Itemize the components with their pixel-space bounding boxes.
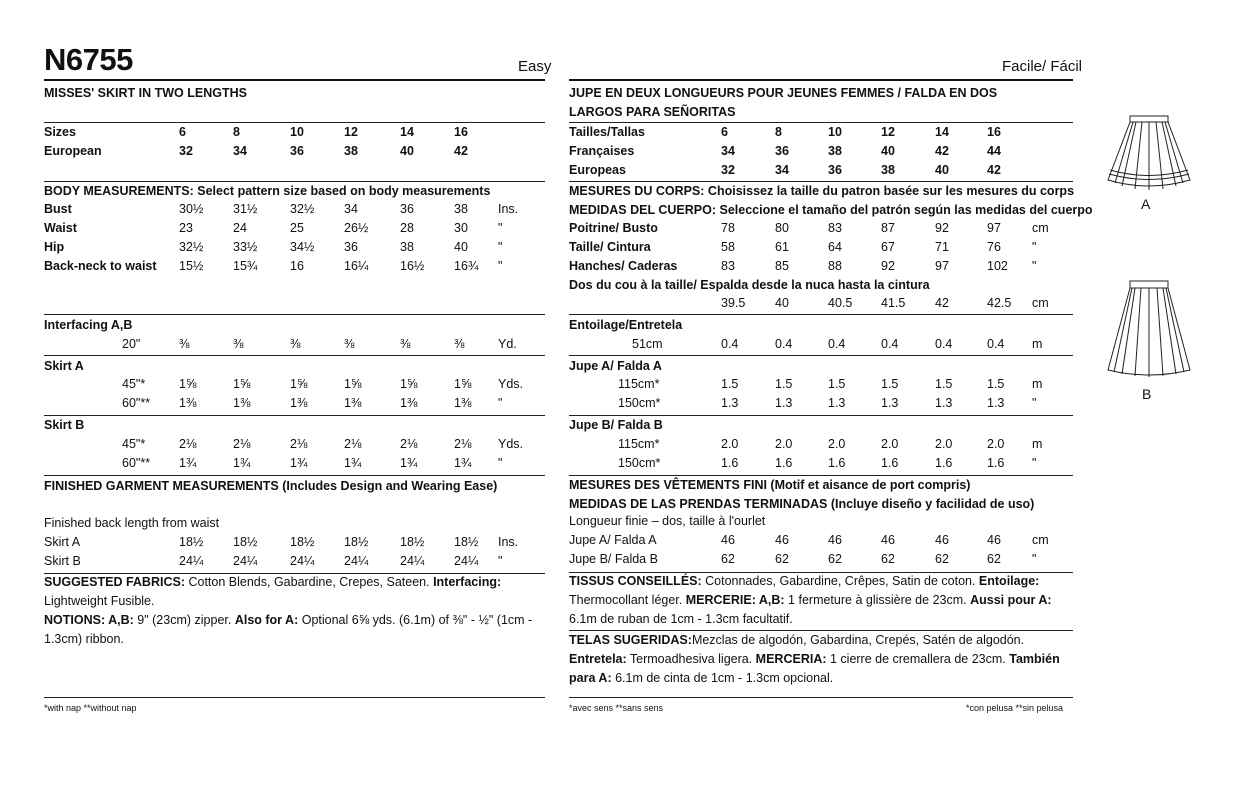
medidas-heading: MEDIDAS DEL CUERPO: xyxy=(569,203,717,217)
rule xyxy=(44,355,545,356)
value-cell: 23 xyxy=(179,221,193,235)
skirt-b-label: Skirt B xyxy=(44,418,85,432)
unit-cell: " xyxy=(498,554,503,568)
value-cell: 2.0 xyxy=(775,437,793,451)
tissus-bold4: Aussi pour A: xyxy=(970,593,1052,607)
value-cell: 12 xyxy=(344,125,358,139)
value-cell: 1¾ xyxy=(179,456,197,470)
value-cell: 1.3 xyxy=(828,396,846,410)
value-cell: 42 xyxy=(987,163,1001,177)
telas-bold2: Entretela: xyxy=(569,652,627,666)
value-cell: 38 xyxy=(454,202,468,216)
notions-bold2: Also for A: xyxy=(234,613,299,627)
value-cell: 34½ xyxy=(290,240,315,254)
skirt-a-illustration xyxy=(1104,112,1194,196)
value-cell: 18½ xyxy=(344,535,369,549)
value-cell: 34 xyxy=(344,202,358,216)
tissus-text: Cotonnades, Gabardine, Crêpes, Satin de coton. xyxy=(701,574,979,588)
rule xyxy=(44,415,545,416)
value-cell: 46 xyxy=(881,533,895,547)
value-cell: 32½ xyxy=(290,202,315,216)
unit-cell: " xyxy=(498,456,503,470)
unit-cell: " xyxy=(498,240,503,254)
width-cell: 150cm* xyxy=(618,456,661,470)
value-cell: 10 xyxy=(828,125,842,139)
value-cell: 38 xyxy=(828,144,842,158)
width-cell: 45"* xyxy=(122,437,146,451)
value-cell: 2⅛ xyxy=(400,437,418,451)
value-cell: 1⅜ xyxy=(344,396,362,410)
pattern-number: N6755 xyxy=(44,42,133,77)
notions xyxy=(44,611,544,649)
value-cell: 24¼ xyxy=(400,554,425,568)
value-cell: 67 xyxy=(881,240,895,254)
english-title: MISSES' SKIRT IN TWO LENGTHS xyxy=(44,86,247,100)
body-row-label: Bust xyxy=(44,202,72,216)
interfacing-label: Interfacing A,B xyxy=(44,318,133,332)
value-cell: 34 xyxy=(233,144,247,158)
value-cell: 12 xyxy=(881,125,895,139)
value-cell: 18½ xyxy=(233,535,258,549)
value-cell: 0.4 xyxy=(775,337,793,351)
value-cell: 6 xyxy=(721,125,728,139)
value-cell: 1.3 xyxy=(987,396,1005,410)
unit-cell: Yds. xyxy=(498,377,524,391)
width-cell: 45"* xyxy=(122,377,146,391)
value-cell: 15½ xyxy=(179,259,204,273)
value-cell: 24¼ xyxy=(290,554,315,568)
value-cell: 1⅝ xyxy=(400,377,418,391)
value-cell: 1.6 xyxy=(775,456,793,470)
value-cell: 1.3 xyxy=(881,396,899,410)
notions-bold: NOTIONS: A,B: xyxy=(44,613,134,627)
fabrics-bold: SUGGESTED FABRICS: xyxy=(44,575,185,589)
value-cell: 28 xyxy=(400,221,414,235)
value-cell: 97 xyxy=(987,221,1001,235)
value-cell: 18½ xyxy=(400,535,425,549)
value-cell: 30½ xyxy=(179,202,204,216)
europeas-label: Europeas xyxy=(569,163,626,177)
body-row-label: Back-neck to waist xyxy=(44,259,157,273)
value-cell: 18½ xyxy=(290,535,315,549)
value-cell: 85 xyxy=(775,259,789,273)
value-cell: 1⅝ xyxy=(454,377,472,391)
value-cell: 38 xyxy=(881,163,895,177)
value-cell: 64 xyxy=(828,240,842,254)
value-cell: 36 xyxy=(775,144,789,158)
medidas-del-cuerpo xyxy=(569,201,1093,220)
value-cell: 1.6 xyxy=(987,456,1005,470)
footnote-fr: *avec sens **sans sens xyxy=(569,703,664,713)
value-cell: 2⅛ xyxy=(344,437,362,451)
telas-text2: Termoadhesiva ligera. xyxy=(626,652,756,666)
mesures-du-corps xyxy=(569,182,1074,201)
value-cell: 0.4 xyxy=(721,337,739,351)
value-cell: 16 xyxy=(987,125,1001,139)
value-cell: 2.0 xyxy=(828,437,846,451)
mesures-note: Choisissez la taille du patron basée sur les mesures du corps xyxy=(707,184,1075,198)
value-cell: 62 xyxy=(721,552,735,566)
value-cell: 1.6 xyxy=(828,456,846,470)
value-cell: 2⅛ xyxy=(179,437,197,451)
finished-row-label: Jupe A/ Falda A xyxy=(569,533,657,547)
tissus-text4: 6.1m de ruban de 1cm - 1.3cm facultatif. xyxy=(569,612,793,626)
value-cell: 36 xyxy=(400,202,414,216)
value-cell: 1.3 xyxy=(775,396,793,410)
value-cell: 78 xyxy=(721,221,735,235)
value-cell: 1⅜ xyxy=(290,396,308,410)
body-measurements xyxy=(44,182,490,201)
value-cell: 40 xyxy=(400,144,414,158)
value-cell: 40 xyxy=(454,240,468,254)
value-cell: 24¼ xyxy=(233,554,258,568)
value-cell: 30 xyxy=(454,221,468,235)
value-cell: 36 xyxy=(828,163,842,177)
value-cell: ⅜ xyxy=(400,337,411,351)
value-cell: 14 xyxy=(400,125,414,139)
body-measurements-note: Select pattern size based on body measurements xyxy=(197,184,491,198)
finished-row-label: Skirt B xyxy=(44,554,81,568)
tissus-text3: 1 fermeture à glissière de 23cm. xyxy=(784,593,971,607)
rule xyxy=(569,697,1073,698)
value-cell: 1⅜ xyxy=(400,396,418,410)
unit-cell: " xyxy=(1032,396,1037,410)
footnote-es: *con pelusa **sin pelusa xyxy=(966,703,1064,713)
unit-cell: " xyxy=(1032,456,1037,470)
entoilage-label: Entoilage/Entretela xyxy=(569,318,683,332)
value-cell: 31½ xyxy=(233,202,258,216)
value-cell: 8 xyxy=(775,125,782,139)
difficulty-en: Easy xyxy=(518,58,552,75)
fabrics-bold2: Interfacing: xyxy=(433,575,502,589)
value-cell: 40.5 xyxy=(828,296,853,310)
value-cell: 25 xyxy=(290,221,304,235)
value-cell: 92 xyxy=(935,221,949,235)
rule xyxy=(44,314,545,315)
value-cell: 34 xyxy=(775,163,789,177)
finished-es: MEDIDAS DE LAS PRENDAS TERMINADAS (Incluye diseño y facilidad de uso) xyxy=(569,497,1035,511)
mesures-heading: MESURES DU CORPS: xyxy=(569,184,705,198)
value-cell: 0.4 xyxy=(828,337,846,351)
francaises-label: Françaises xyxy=(569,144,635,158)
telas-sugeridas xyxy=(569,631,1069,688)
fr-title: JUPE EN DEUX LONGUEURS POUR JEUNES FEMMES / FALDA EN DOS LARGOS PARA SEÑORITAS xyxy=(569,86,998,119)
value-cell: 1⅝ xyxy=(344,377,362,391)
value-cell: 18½ xyxy=(454,535,479,549)
telas-bold4: También para A: xyxy=(569,652,1060,685)
value-cell: 24¼ xyxy=(344,554,369,568)
value-cell: 16½ xyxy=(400,259,425,273)
value-cell: 0.4 xyxy=(881,337,899,351)
body-row-label: Poitrine/ Busto xyxy=(569,221,658,235)
value-cell: 1.3 xyxy=(935,396,953,410)
unit-cell: " xyxy=(1032,240,1037,254)
sizes-label: Sizes xyxy=(44,125,76,139)
value-cell: 16¾ xyxy=(454,259,479,273)
unit-cell: cm xyxy=(1032,221,1049,235)
finished-row-label: Skirt A xyxy=(44,535,81,549)
value-cell: 42 xyxy=(454,144,468,158)
value-cell: 36 xyxy=(290,144,304,158)
value-cell: 39.5 xyxy=(721,296,746,310)
dos-label: Dos du cou à la taille/ Espalda desde la nuca hasta la cintura xyxy=(569,278,930,292)
finished-sub: Finished back length from waist xyxy=(44,516,220,530)
value-cell: 71 xyxy=(935,240,949,254)
value-cell: 46 xyxy=(935,533,949,547)
value-cell: 1.6 xyxy=(935,456,953,470)
unit-cell: Ins. xyxy=(498,535,519,549)
body-row-label: Hanches/ Caderas xyxy=(569,259,678,273)
value-cell: 46 xyxy=(828,533,842,547)
value-cell: 40 xyxy=(935,163,949,177)
value-cell: 62 xyxy=(935,552,949,566)
unit-cell: m xyxy=(1032,337,1043,351)
body-row-label: Waist xyxy=(44,221,77,235)
value-cell: 32 xyxy=(721,163,735,177)
width-cell: 51cm xyxy=(632,337,663,351)
unit-cell: Yds. xyxy=(498,437,524,451)
view-a-label: A xyxy=(1141,196,1151,212)
value-cell: 42.5 xyxy=(987,296,1012,310)
unit-cell: Ins. xyxy=(498,202,519,216)
width-cell: 115cm* xyxy=(618,377,660,391)
body-measurements-heading: BODY MEASUREMENTS: xyxy=(44,184,194,198)
value-cell: 97 xyxy=(935,259,949,273)
width-cell: 20" xyxy=(122,337,141,351)
value-cell: 8 xyxy=(233,125,240,139)
value-cell: 2.0 xyxy=(881,437,899,451)
value-cell: 1⅜ xyxy=(454,396,472,410)
medidas-note: Seleccione el tamaño del patrón según las medidas del cuerpo xyxy=(719,203,1093,217)
unit-cell: " xyxy=(1032,552,1037,566)
notions-text: 9" (23cm) zipper. xyxy=(133,613,235,627)
width-cell: 150cm* xyxy=(618,396,661,410)
value-cell: 42 xyxy=(935,296,949,310)
value-cell: 16 xyxy=(454,125,468,139)
value-cell: 1.3 xyxy=(721,396,739,410)
notions-text2: Optional 6⅝ yds. (6.1m) of ⅜" - ½" (1cm - 1.3cm) ribbon. xyxy=(44,613,533,646)
value-cell: 62 xyxy=(828,552,842,566)
unit-cell: Yd. xyxy=(498,337,517,351)
unit-cell: cm xyxy=(1032,296,1049,310)
value-cell: 80 xyxy=(775,221,789,235)
header-rule-left xyxy=(44,79,545,81)
value-cell: 0.4 xyxy=(935,337,953,351)
width-cell: 115cm* xyxy=(618,437,660,451)
value-cell: 83 xyxy=(721,259,735,273)
fr-sizes-label: Tailles/Tallas xyxy=(569,125,645,139)
value-cell: 1⅝ xyxy=(290,377,308,391)
rule xyxy=(44,475,545,476)
value-cell: 62 xyxy=(987,552,1001,566)
value-cell: 2.0 xyxy=(987,437,1005,451)
finished-heading: FINISHED GARMENT MEASUREMENTS (Includes Design and Wearing Ease) xyxy=(44,479,498,493)
tissus-bold2: Entoilage: xyxy=(978,574,1040,588)
footnote-en: *with nap **without nap xyxy=(44,703,137,713)
unit-cell: " xyxy=(1032,259,1037,273)
width-cell: 60"** xyxy=(122,456,151,470)
value-cell: 2⅛ xyxy=(454,437,472,451)
telas-bold3: MERCERIA: xyxy=(755,652,827,666)
value-cell: 76 xyxy=(987,240,1001,254)
finished-row-label: Jupe B/ Falda B xyxy=(569,552,658,566)
value-cell: 6 xyxy=(179,125,186,139)
value-cell: 40 xyxy=(881,144,895,158)
value-cell: 42 xyxy=(935,144,949,158)
value-cell: 1.5 xyxy=(935,377,953,391)
value-cell: ⅜ xyxy=(179,337,190,351)
value-cell: 18½ xyxy=(179,535,204,549)
value-cell: 46 xyxy=(721,533,735,547)
value-cell: 24 xyxy=(233,221,247,235)
value-cell: 1¾ xyxy=(454,456,472,470)
value-cell: ⅜ xyxy=(290,337,301,351)
unit-cell: cm xyxy=(1032,533,1049,547)
value-cell: 1¾ xyxy=(400,456,418,470)
difficulty-fr-es: Facile/ Fácil xyxy=(1002,58,1083,75)
european-label: European xyxy=(44,144,102,158)
telas-text3: 1 cierre de cremallera de 23cm. xyxy=(826,652,1010,666)
value-cell: 1⅝ xyxy=(179,377,197,391)
value-cell: 102 xyxy=(987,259,1008,273)
unit-cell: " xyxy=(498,259,503,273)
value-cell: 2⅛ xyxy=(233,437,251,451)
fabrics-text2: Lightweight Fusible. xyxy=(44,594,155,608)
rule xyxy=(569,355,1073,356)
value-cell: 32 xyxy=(179,144,193,158)
value-cell: ⅜ xyxy=(233,337,244,351)
telas-text: Mezclas de algodón, Gabardina, Crepés, Satén de algodón. xyxy=(691,633,1025,647)
value-cell: 61 xyxy=(775,240,789,254)
jupe-b-label: Jupe B/ Falda B xyxy=(569,418,663,432)
value-cell: 38 xyxy=(344,144,358,158)
value-cell: 62 xyxy=(881,552,895,566)
value-cell: 14 xyxy=(935,125,949,139)
value-cell: 24¼ xyxy=(179,554,204,568)
value-cell: 92 xyxy=(881,259,895,273)
body-row-label: Taille/ Cintura xyxy=(569,240,651,254)
skirt-a-label: Skirt A xyxy=(44,359,84,373)
telas-bold: TELAS SUGERIDAS: xyxy=(569,633,692,647)
unit-cell: m xyxy=(1032,377,1043,391)
value-cell: ⅜ xyxy=(454,337,465,351)
value-cell: 38 xyxy=(400,240,414,254)
value-cell: 1.6 xyxy=(881,456,899,470)
value-cell: 16¼ xyxy=(344,259,369,273)
width-cell: 60"** xyxy=(122,396,151,410)
value-cell: 1.5 xyxy=(881,377,899,391)
value-cell: 15¾ xyxy=(233,259,258,273)
value-cell: 0.4 xyxy=(987,337,1005,351)
value-cell: 2.0 xyxy=(721,437,739,451)
value-cell: 1.5 xyxy=(721,377,739,391)
fabrics-text: Cotton Blends, Gabardine, Crepes, Sateen. xyxy=(185,575,434,589)
view-b-label: B xyxy=(1142,386,1152,402)
value-cell: 26½ xyxy=(344,221,369,235)
value-cell: 10 xyxy=(290,125,304,139)
suggested-fabrics xyxy=(44,573,544,611)
value-cell: 46 xyxy=(775,533,789,547)
value-cell: 1⅜ xyxy=(179,396,197,410)
value-cell: 88 xyxy=(828,259,842,273)
value-cell: 83 xyxy=(828,221,842,235)
unit-cell: " xyxy=(498,221,503,235)
rule xyxy=(44,697,545,698)
rule xyxy=(569,314,1073,315)
value-cell: 1.5 xyxy=(828,377,846,391)
value-cell: 87 xyxy=(881,221,895,235)
value-cell: 46 xyxy=(987,533,1001,547)
finished-sub-fr: Longueur finie – dos, taille à l'ourlet xyxy=(569,514,766,528)
value-cell: 1.6 xyxy=(721,456,739,470)
body-row-label: Hip xyxy=(44,240,65,254)
value-cell: 44 xyxy=(987,144,1001,158)
value-cell: 1¾ xyxy=(344,456,362,470)
value-cell: 36 xyxy=(344,240,358,254)
header-rule-right xyxy=(569,79,1073,81)
value-cell: 58 xyxy=(721,240,735,254)
tissus-bold: TISSUS CONSEILLÉS: xyxy=(569,574,702,588)
jupe-a-label: Jupe A/ Falda A xyxy=(569,359,662,373)
unit-cell: m xyxy=(1032,437,1043,451)
value-cell: 1⅝ xyxy=(233,377,251,391)
value-cell: 1.5 xyxy=(987,377,1005,391)
unit-cell: " xyxy=(498,396,503,410)
value-cell: 24¼ xyxy=(454,554,479,568)
value-cell: 34 xyxy=(721,144,735,158)
value-cell: 1¾ xyxy=(233,456,251,470)
value-cell: 32½ xyxy=(179,240,204,254)
telas-text4: 6.1m de cinta de 1cm - 1.3cm opcional. xyxy=(611,671,834,685)
value-cell: 40 xyxy=(775,296,789,310)
value-cell: 1¾ xyxy=(290,456,308,470)
tissus-bold3: MERCERIE: A,B: xyxy=(685,593,785,607)
skirt-b-illustration xyxy=(1102,278,1196,382)
value-cell: 2.0 xyxy=(935,437,953,451)
value-cell: 62 xyxy=(775,552,789,566)
finished-fr: MESURES DES VÊTEMENTS FINI (Motif et aisance de port compris) xyxy=(569,478,971,492)
value-cell: 16 xyxy=(290,259,304,273)
value-cell: ⅜ xyxy=(344,337,355,351)
value-cell: 41.5 xyxy=(881,296,906,310)
value-cell: 2⅛ xyxy=(290,437,308,451)
tissus-text2: Thermocollant léger. xyxy=(569,593,686,607)
value-cell: 33½ xyxy=(233,240,258,254)
value-cell: 1⅜ xyxy=(233,396,251,410)
value-cell: 1.5 xyxy=(775,377,793,391)
tissus-conseilles xyxy=(569,572,1069,629)
